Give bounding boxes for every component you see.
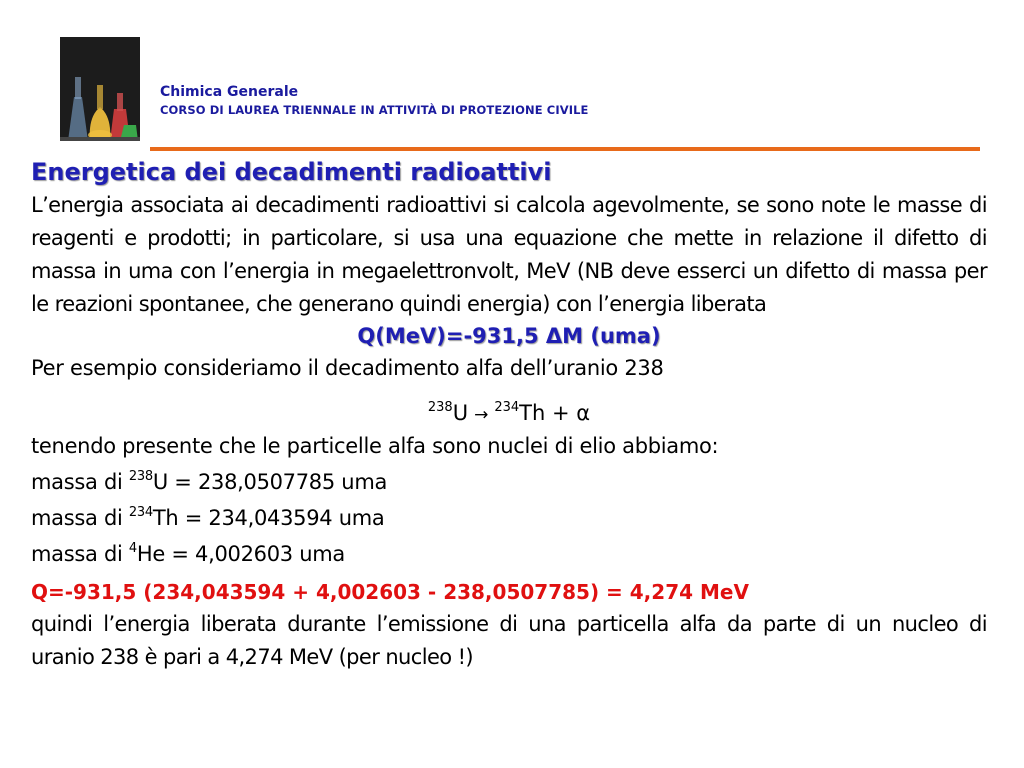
mass-prefix: massa di <box>31 506 129 530</box>
mass-line <box>31 462 987 498</box>
intro-paragraph: L’energia associata ai decadimenti radioattivi si calcola agevolmente, se sono note le masse di reagenti e prodotti; in particolare, si usa una equazione che mette in relazione il difetto di massa in uma con l’energia in megaelettronvolt, MeV (NB deve esserci un difetto di massa per le reazioni spontanee, che generano quindi energia) con l’energia liberata <box>31 193 987 316</box>
course-title: Chimica Generale <box>160 84 299 100</box>
course-subtitle: CORSO DI LAUREA TRIENNALE IN ATTIVITÀ DI PROTEZIONE CIVILE <box>160 103 589 117</box>
mass-value: He = 4,002603 uma <box>136 542 345 566</box>
alpha-note: tenendo presente che le particelle alfa sono nuclei di elio abbiamo: <box>31 434 719 458</box>
slide-heading: Energetica dei decadimenti radioattivi <box>31 158 552 186</box>
thorium-mass-number: 234 <box>494 400 520 415</box>
mass-number: 238 <box>128 469 153 484</box>
energy-formula: Q(MeV)=-931,5 ΔM (uma) <box>357 324 661 348</box>
slide-content <box>31 155 987 674</box>
mass-prefix: massa di <box>31 470 129 494</box>
reaction-products: Th + α <box>519 401 591 425</box>
decay-reaction <box>31 394 987 430</box>
mass-line <box>31 498 987 534</box>
mass-value: U = 238,0507785 uma <box>152 470 388 494</box>
header-divider <box>150 147 980 151</box>
right-arrow-icon: → <box>474 405 489 425</box>
uranium-mass-number: 238 <box>427 400 453 415</box>
mass-prefix: massa di <box>31 542 129 566</box>
uranium-symbol: U <box>452 401 469 425</box>
conclusion-paragraph: quindi l’energia liberata durante l’emissione di una particella alfa da parte di un nucleo di uranio 238 è pari a 4,274 MeV (per nucleo !) <box>31 612 987 669</box>
q-value-calculation: Q=-931,5 (234,043594 + 4,002603 - 238,0507785) = 4,274 MeV <box>31 580 749 604</box>
lab-glassware-logo <box>60 37 140 141</box>
example-text: Per esempio consideriamo il decadimento alfa dell’uranio 238 <box>31 356 664 380</box>
mass-number: 4 <box>128 541 137 556</box>
mass-value: Th = 234,043594 uma <box>152 506 385 530</box>
mass-line <box>31 534 987 570</box>
mass-number: 234 <box>128 505 153 520</box>
